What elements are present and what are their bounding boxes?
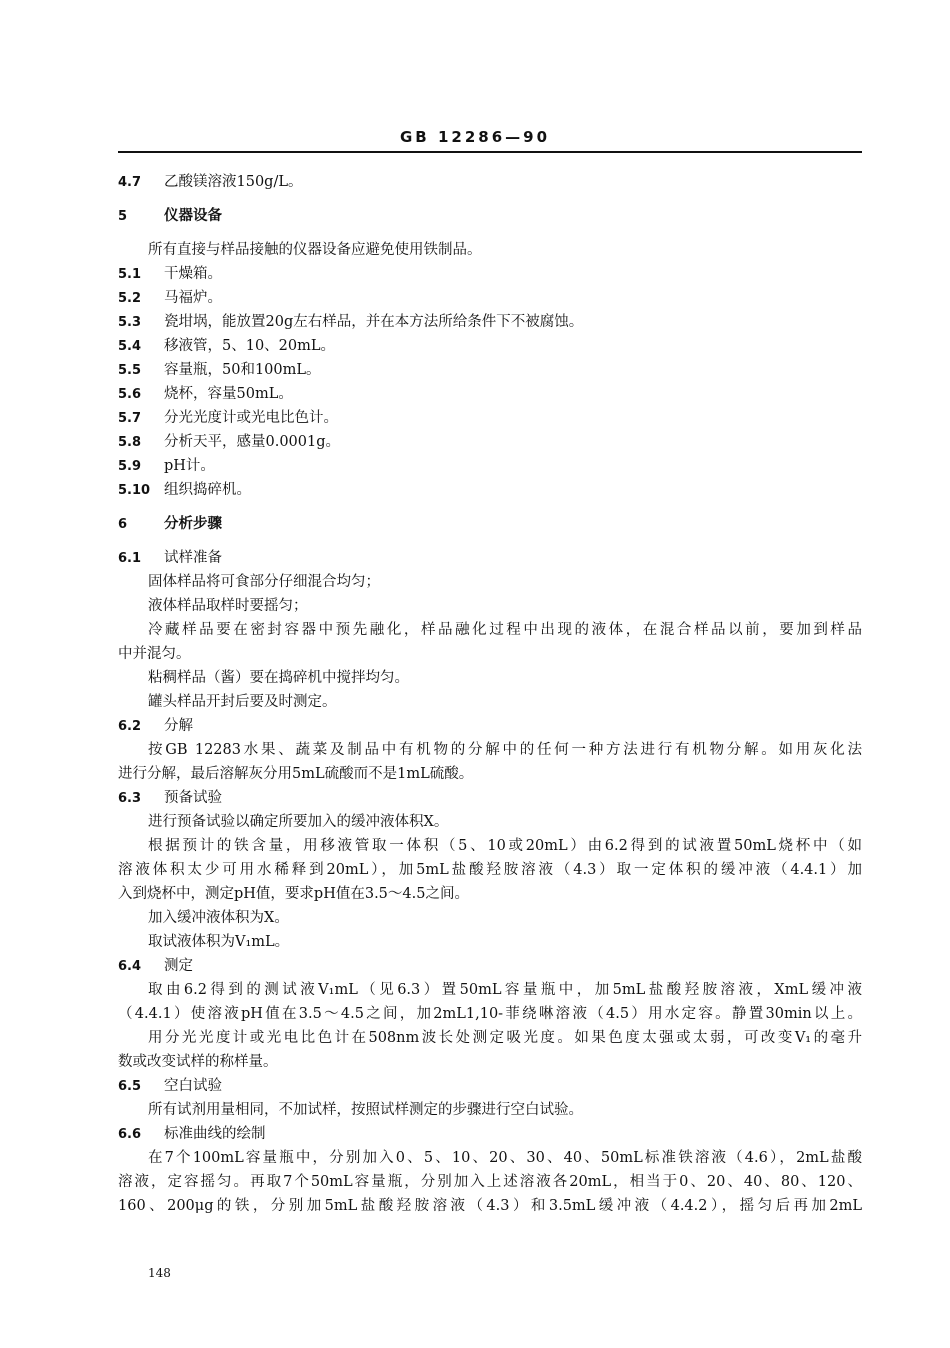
section-heading <box>118 204 862 228</box>
clause-number: 6.6 <box>118 1127 142 1142</box>
line-text: 加入缓冲液体积为X。 <box>148 910 289 926</box>
paragraph-line <box>118 978 862 1002</box>
clause-line <box>118 382 862 406</box>
line-text: 组织捣碎机。 <box>164 482 251 498</box>
paragraph-line <box>118 738 862 762</box>
clause-number: 5.9 <box>118 459 142 474</box>
clause-number: 5.7 <box>118 411 142 426</box>
clause-number: 5.6 <box>118 387 142 402</box>
line-text: 空白试验 <box>164 1078 222 1094</box>
paragraph-line <box>118 618 862 642</box>
line-text: 160、200μg的铁，分别加5mL盐酸羟胺溶液（4.3）和3.5mL缓冲液（4.4.2），摇匀后再加2mL <box>118 1198 862 1214</box>
clause-line <box>118 358 862 382</box>
paragraph-line <box>118 882 862 906</box>
clause-number: 5.4 <box>118 339 142 354</box>
line-text: 取由6.2得到的测试液V₁mL（见6.3）置50mL容量瓶中，加5mL盐酸羟胺溶液，XmL缓冲液 <box>148 982 862 998</box>
line-text: 用分光光度计或光电比色计在508nm波长处测定吸光度。如果色度太强或太弱，可改变V₁的毫升 <box>148 1030 862 1046</box>
clause-line <box>118 478 862 502</box>
clause-line <box>118 286 862 310</box>
paragraph-line <box>118 1050 862 1074</box>
line-text: 中并混匀。 <box>118 646 191 662</box>
paragraph-line <box>118 642 862 666</box>
paragraph-line <box>118 906 862 930</box>
clause-number: 6.3 <box>118 791 142 806</box>
line-text: （4.4.1）使溶液pH值在3.5～4.5之间，加2mL1,10-菲绕啉溶液（4.5）用水定容。静置30min以上。 <box>118 1006 862 1022</box>
clause-number: 6.2 <box>118 719 142 734</box>
paragraph-line <box>118 1026 862 1050</box>
line-text: 分析步骤 <box>164 515 222 532</box>
line-text: 烧杯，容量50mL。 <box>164 386 293 402</box>
clause-line <box>118 170 862 194</box>
line-text: 入到烧杯中，测定pH值，要求pH值在3.5～4.5之间。 <box>118 886 469 902</box>
clause-number: 5 <box>118 209 128 224</box>
line-text: 在7个100mL容量瓶中，分别加入0、5、10、20、30、40、50mL标准铁溶液（4.6），2mL盐酸 <box>148 1150 862 1166</box>
paragraph-line <box>118 594 862 618</box>
clause-number: 5.3 <box>118 315 142 330</box>
line-text: 测定 <box>164 958 193 974</box>
line-text: 容量瓶，50和100mL。 <box>164 362 321 378</box>
clause-line <box>118 1122 862 1146</box>
line-text: 所有试剂用量相同，不加试样，按照试样测定的步骤进行空白试验。 <box>148 1102 583 1118</box>
line-text: 数或改变试样的称样量。 <box>118 1054 278 1070</box>
line-text: 标准曲线的绘制 <box>164 1126 266 1142</box>
line-text: 干燥箱。 <box>164 266 222 282</box>
paragraph-line <box>118 762 862 786</box>
header-rule <box>118 151 862 153</box>
paragraph-line <box>118 834 862 858</box>
clause-line <box>118 310 862 334</box>
line-text: 所有直接与样品接触的仪器设备应避免使用铁制品。 <box>148 242 482 258</box>
line-text: 瓷坩埚，能放置20g左右样品，并在本方法所给条件下不被腐蚀。 <box>164 314 584 330</box>
paragraph-line <box>118 858 862 882</box>
clause-number: 5.5 <box>118 363 142 378</box>
document-body <box>118 170 862 1218</box>
standard-code-header: GB 12286—90 <box>399 128 551 146</box>
line-text: 根据预计的铁含量，用移液管取一体积（5、10或20mL）由6.2得到的试液置50mL烧杯中（如 <box>148 838 862 854</box>
paragraph-line <box>118 1194 862 1218</box>
paragraph-line <box>118 930 862 954</box>
clause-number: 6.1 <box>118 551 142 566</box>
line-text: 按GB 12283水果、蔬菜及制品中有机物的分解中的任何一种方法进行有机物分解。如用灰化法 <box>148 742 862 758</box>
paragraph-line <box>118 1002 862 1026</box>
line-text: 罐头样品开封后要及时测定。 <box>148 694 337 710</box>
line-text: pH计。 <box>164 458 215 474</box>
line-text: 试样准备 <box>164 550 222 566</box>
clause-line <box>118 454 862 478</box>
line-text: 马福炉。 <box>164 290 222 306</box>
line-text: 粘稠样品（酱）要在捣碎机中搅拌均匀。 <box>148 670 409 686</box>
line-text: 进行预备试验以确定所要加入的缓冲液体积X。 <box>148 814 449 830</box>
line-text: 预备试验 <box>164 790 222 806</box>
line-text: 分解 <box>164 718 193 734</box>
clause-line <box>118 714 862 738</box>
clause-line <box>118 334 862 358</box>
clause-number: 5.2 <box>118 291 142 306</box>
clause-number: 5.10 <box>118 483 151 498</box>
line-text: 乙酸镁溶液150g/L。 <box>164 174 303 190</box>
clause-number: 6.4 <box>118 959 142 974</box>
clause-number: 6.5 <box>118 1079 142 1094</box>
line-text: 分析天平，感量0.0001g。 <box>164 434 341 450</box>
page-number: 148 <box>148 1266 171 1280</box>
clause-line <box>118 262 862 286</box>
paragraph-line <box>118 666 862 690</box>
paragraph-line <box>118 690 862 714</box>
clause-number: 6 <box>118 517 128 532</box>
section-heading <box>118 512 862 536</box>
paragraph-line <box>118 1146 862 1170</box>
paragraph-line <box>118 570 862 594</box>
line-text: 仪器设备 <box>164 207 222 224</box>
line-text: 移液管，5、10、20mL。 <box>164 338 336 354</box>
line-text: 分光光度计或光电比色计。 <box>164 410 338 426</box>
line-text: 液体样品取样时要摇匀； <box>148 598 308 614</box>
clause-line <box>118 430 862 454</box>
clause-line <box>118 954 862 978</box>
clause-number: 5.1 <box>118 267 142 282</box>
clause-number: 4.7 <box>118 175 142 190</box>
clause-number: 5.8 <box>118 435 142 450</box>
line-text: 固体样品将可食部分仔细混合均匀； <box>148 574 380 590</box>
clause-line <box>118 1074 862 1098</box>
paragraph-line <box>118 1170 862 1194</box>
paragraph-line <box>118 1098 862 1122</box>
clause-line <box>118 546 862 570</box>
line-text: 取试液体积为V₁mL。 <box>148 934 290 950</box>
paragraph-line <box>118 810 862 834</box>
paragraph-line <box>118 238 862 262</box>
line-text: 冷藏样品要在密封容器中预先融化，样品融化过程中出现的液体，在混合样品以前，要加到样品 <box>148 622 862 638</box>
line-text: 溶液体积太少可用水稀释到20mL），加5mL盐酸羟胺溶液（4.3）取一定体积的缓冲液（4.4.1）加 <box>118 862 862 878</box>
line-text: 溶液，定容摇匀。再取7个50mL容量瓶，分别加入上述溶液各20mL，相当于0、20、40、80、120、 <box>118 1174 862 1190</box>
clause-line <box>118 786 862 810</box>
line-text: 进行分解，最后溶解灰分用5mL硫酸而不是1mL硫酸。 <box>118 766 474 782</box>
clause-line <box>118 406 862 430</box>
